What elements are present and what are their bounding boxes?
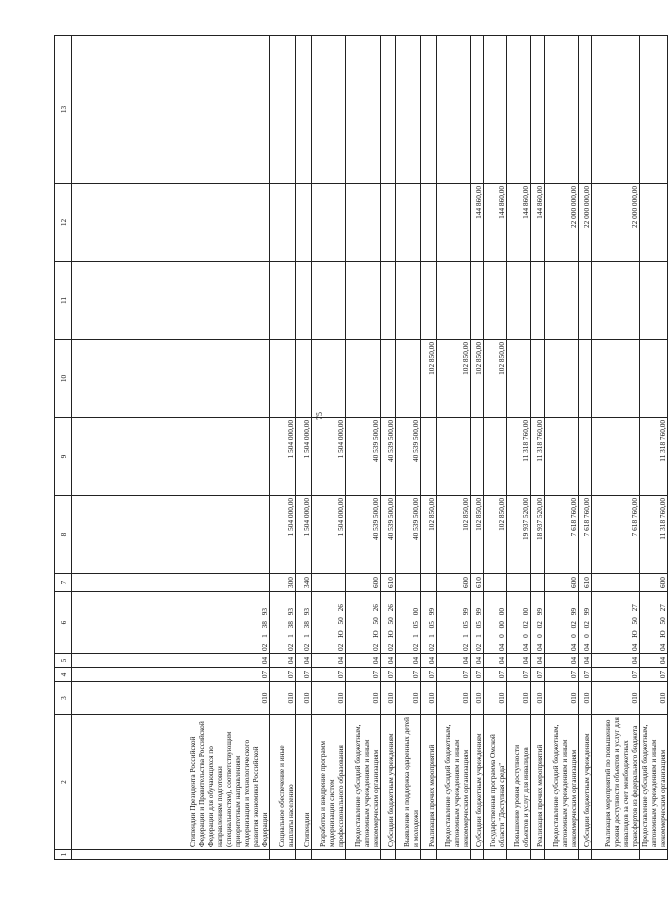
rotated-table-wrapper bbox=[54, 36, 667, 860]
table-row bbox=[72, 36, 270, 860]
row-name: Социальное обеспечение и иные выплаты населению bbox=[270, 715, 296, 850]
amount-col-9: 11 318 760,00 bbox=[531, 418, 545, 496]
row-index-cell bbox=[484, 850, 507, 860]
amount-col-9 bbox=[471, 418, 484, 496]
table-row bbox=[296, 36, 312, 860]
row-name: Предоставление субсидий бюджетным, автономным учреждениям и иным некоммерческим организациям bbox=[437, 715, 471, 850]
amount-col-11 bbox=[312, 262, 346, 340]
row-name: Предоставление субсидий бюджетным, автономным учреждениям и иным некоммерческим организациям bbox=[545, 715, 579, 850]
ministry-code: 010 bbox=[531, 682, 545, 715]
expense-type-code: 340 bbox=[296, 574, 312, 592]
table-row bbox=[484, 36, 507, 860]
amount-col-11 bbox=[531, 262, 545, 340]
expense-type-code: 610 bbox=[579, 574, 592, 592]
target-article-code: 04 Ю 50 27 bbox=[592, 592, 640, 654]
amount-col-10 bbox=[296, 340, 312, 418]
subsection-code: 04 bbox=[421, 654, 437, 668]
amount-col-11 bbox=[592, 262, 640, 340]
row-name: Предоставление субсидий бюджетным, автономным учреждениям и иным некоммерческим организациям bbox=[640, 715, 668, 850]
expense-type-code bbox=[72, 574, 270, 592]
amount-total: 40 539 500,00 bbox=[346, 496, 381, 574]
target-article-code: 02 Ю 50 26 bbox=[346, 592, 381, 654]
amount-total: 7 618 760,00 bbox=[545, 496, 579, 574]
expense-type-code bbox=[507, 574, 531, 592]
table-row bbox=[592, 36, 640, 860]
amount-col-9: 40 539 500,00 bbox=[396, 418, 421, 496]
table-body bbox=[55, 36, 668, 860]
row-name: Стипендии Президента Российской Федерации и Правительства Российской Федерации для обучающихся по направлениям подготовки (специальностям), соответствующим приоритетным направлениям модернизации и технологического развития экономики Российской Федерации bbox=[72, 715, 270, 850]
amount-col-10 bbox=[72, 340, 270, 418]
table-row bbox=[270, 36, 296, 860]
amount-col-13 bbox=[640, 36, 668, 184]
amount-col-12 bbox=[296, 184, 312, 262]
ministry-code: 010 bbox=[545, 682, 579, 715]
amount-col-11 bbox=[346, 262, 381, 340]
amount-col-10: 102 850,00 bbox=[437, 340, 471, 418]
subsection-code: 04 bbox=[545, 654, 579, 668]
amount-col-13 bbox=[421, 36, 437, 184]
section-code: 07 bbox=[381, 668, 396, 682]
row-name: Реализация прочих мероприятий bbox=[531, 715, 545, 850]
table-row bbox=[396, 36, 421, 860]
section-code: 07 bbox=[592, 668, 640, 682]
row-index-cell bbox=[396, 850, 421, 860]
subsection-code: 04 bbox=[507, 654, 531, 668]
section-code: 07 bbox=[484, 668, 507, 682]
amount-col-11 bbox=[381, 262, 396, 340]
target-article-code: 02 Ю 50 26 bbox=[381, 592, 396, 654]
amount-col-10 bbox=[312, 340, 346, 418]
target-article-code: 02 1 38 93 bbox=[270, 592, 296, 654]
amount-col-11 bbox=[296, 262, 312, 340]
ministry-code: 010 bbox=[346, 682, 381, 715]
amount-col-9 bbox=[592, 418, 640, 496]
column-header: 11 bbox=[55, 262, 72, 340]
amount-col-12: 144 860,00 bbox=[484, 184, 507, 262]
table-row bbox=[312, 36, 346, 860]
amount-col-12 bbox=[312, 184, 346, 262]
amount-col-9 bbox=[484, 418, 507, 496]
amount-col-12 bbox=[437, 184, 471, 262]
row-name: Реализация мероприятий по повышению уровня доступности объектов и услуг для инвалидов за счет межбюджетных трансфертов из федерального бюджета bbox=[592, 715, 640, 850]
target-article-code: 04 0 02 99 bbox=[545, 592, 579, 654]
row-index-cell bbox=[72, 850, 270, 860]
table-row bbox=[640, 36, 668, 860]
row-index-cell bbox=[471, 850, 484, 860]
section-code: 07 bbox=[296, 668, 312, 682]
row-name: Реализация прочих мероприятий bbox=[421, 715, 437, 850]
amount-total: 102 850,00 bbox=[471, 496, 484, 574]
amount-total: 1 504 000,00 bbox=[312, 496, 346, 574]
section-code: 07 bbox=[396, 668, 421, 682]
amount-col-13 bbox=[545, 36, 579, 184]
expense-type-code: 600 bbox=[437, 574, 471, 592]
amount-col-10 bbox=[545, 340, 579, 418]
amount-col-9: 1 504 000,00 bbox=[270, 418, 296, 496]
header-row bbox=[55, 36, 72, 860]
amount-col-13 bbox=[346, 36, 381, 184]
column-header: 9 bbox=[55, 418, 72, 496]
budget-table bbox=[54, 35, 668, 860]
amount-total: 102 850,00 bbox=[437, 496, 471, 574]
amount-col-9: 11 318 760,00 bbox=[640, 418, 668, 496]
section-code: 07 bbox=[640, 668, 668, 682]
amount-col-10 bbox=[396, 340, 421, 418]
expense-type-code bbox=[484, 574, 507, 592]
amount-col-9 bbox=[545, 418, 579, 496]
ministry-code: 010 bbox=[437, 682, 471, 715]
table-row bbox=[545, 36, 579, 860]
amount-col-10 bbox=[531, 340, 545, 418]
amount-col-12 bbox=[381, 184, 396, 262]
amount-total: 1 504 000,00 bbox=[270, 496, 296, 574]
target-article-code: 02 1 38 93 bbox=[72, 592, 270, 654]
amount-col-11 bbox=[471, 262, 484, 340]
amount-col-12: 144 860,00 bbox=[531, 184, 545, 262]
expense-type-code: 600 bbox=[640, 574, 668, 592]
amount-col-13 bbox=[72, 36, 270, 184]
amount-total: 7 618 760,00 bbox=[579, 496, 592, 574]
table-row bbox=[346, 36, 381, 860]
column-header: 3 bbox=[55, 682, 72, 715]
subsection-code: 04 bbox=[437, 654, 471, 668]
amount-col-11 bbox=[396, 262, 421, 340]
ministry-code: 010 bbox=[270, 682, 296, 715]
amount-col-11 bbox=[507, 262, 531, 340]
table-row bbox=[421, 36, 437, 860]
section-code: 07 bbox=[507, 668, 531, 682]
amount-col-13 bbox=[579, 36, 592, 184]
subsection-code: 04 bbox=[579, 654, 592, 668]
amount-col-9 bbox=[72, 418, 270, 496]
row-name: Предоставление субсидий бюджетным, автономным учреждениям и иным некоммерческим организациям bbox=[346, 715, 381, 850]
amount-total: 40 539 500,00 bbox=[396, 496, 421, 574]
column-header: 2 bbox=[55, 715, 72, 850]
amount-col-13 bbox=[484, 36, 507, 184]
target-article-code: 02 1 05 99 bbox=[437, 592, 471, 654]
amount-col-13 bbox=[592, 36, 640, 184]
amount-col-11 bbox=[421, 262, 437, 340]
row-index-cell bbox=[270, 850, 296, 860]
amount-col-12 bbox=[346, 184, 381, 262]
subsection-code: 04 bbox=[346, 654, 381, 668]
expense-type-code: 300 bbox=[270, 574, 296, 592]
row-name: Стипендии bbox=[296, 715, 312, 850]
amount-col-10 bbox=[640, 340, 668, 418]
section-code: 07 bbox=[312, 668, 346, 682]
ministry-code: 010 bbox=[579, 682, 592, 715]
amount-col-9 bbox=[437, 418, 471, 496]
target-article-code: 04 0 02 99 bbox=[531, 592, 545, 654]
amount-col-10: 102 850,00 bbox=[484, 340, 507, 418]
amount-col-11 bbox=[545, 262, 579, 340]
subsection-code: 04 bbox=[640, 654, 668, 668]
amount-col-9: 40 539 500,00 bbox=[346, 418, 381, 496]
amount-col-9: 40 539 500,00 bbox=[381, 418, 396, 496]
column-header: 13 bbox=[55, 36, 72, 184]
subsection-code: 04 bbox=[396, 654, 421, 668]
row-name: Выявление и поддержка одаренных детей и молодежи bbox=[396, 715, 421, 850]
column-header: 5 bbox=[55, 654, 72, 668]
column-header: 10 bbox=[55, 340, 72, 418]
amount-col-12 bbox=[421, 184, 437, 262]
section-code: 07 bbox=[437, 668, 471, 682]
expense-type-code bbox=[312, 574, 346, 592]
row-index-cell bbox=[531, 850, 545, 860]
row-name: Субсидии бюджетным учреждениям bbox=[381, 715, 396, 850]
ministry-code: 010 bbox=[312, 682, 346, 715]
section-code: 07 bbox=[270, 668, 296, 682]
amount-col-12: 144 860,00 bbox=[507, 184, 531, 262]
amount-col-10: 102 850,00 bbox=[421, 340, 437, 418]
amount-col-12 bbox=[640, 184, 668, 262]
row-index-cell bbox=[346, 850, 381, 860]
amount-col-13 bbox=[396, 36, 421, 184]
row-index-cell bbox=[545, 850, 579, 860]
table-row bbox=[579, 36, 592, 860]
column-header: 6 bbox=[55, 592, 72, 654]
ministry-code: 010 bbox=[396, 682, 421, 715]
amount-col-13 bbox=[381, 36, 396, 184]
amount-col-11 bbox=[579, 262, 592, 340]
subsection-code: 04 bbox=[270, 654, 296, 668]
amount-col-12: 22 000 000,00 bbox=[579, 184, 592, 262]
amount-col-10 bbox=[346, 340, 381, 418]
row-name: Государственная программа Омской области "Доступная среда" bbox=[484, 715, 507, 850]
amount-col-12: 22 000 000,00 bbox=[545, 184, 579, 262]
amount-col-11 bbox=[72, 262, 270, 340]
amount-total: 102 850,00 bbox=[421, 496, 437, 574]
amount-col-12 bbox=[270, 184, 296, 262]
target-article-code: 04 0 00 00 bbox=[484, 592, 507, 654]
amount-col-9: 11 318 760,00 bbox=[507, 418, 531, 496]
row-index-cell bbox=[579, 850, 592, 860]
ministry-code: 010 bbox=[640, 682, 668, 715]
row-name: Субсидии бюджетным учреждениям bbox=[579, 715, 592, 850]
section-code: 07 bbox=[471, 668, 484, 682]
column-header: 8 bbox=[55, 496, 72, 574]
amount-col-12: 144 860,00 bbox=[471, 184, 484, 262]
amount-col-11 bbox=[484, 262, 507, 340]
expense-type-code bbox=[592, 574, 640, 592]
ministry-code: 010 bbox=[72, 682, 270, 715]
amount-col-12 bbox=[72, 184, 270, 262]
amount-col-13 bbox=[437, 36, 471, 184]
target-article-code: 02 1 05 99 bbox=[421, 592, 437, 654]
amount-col-10 bbox=[579, 340, 592, 418]
amount-total: 19 937 520,00 bbox=[507, 496, 531, 574]
amount-col-13 bbox=[531, 36, 545, 184]
amount-col-13 bbox=[270, 36, 296, 184]
amount-col-9 bbox=[579, 418, 592, 496]
subsection-code: 04 bbox=[312, 654, 346, 668]
table-row bbox=[471, 36, 484, 860]
amount-total: 1 504 000,00 bbox=[296, 496, 312, 574]
expense-type-code: 610 bbox=[471, 574, 484, 592]
amount-total: 7 618 760,00 bbox=[592, 496, 640, 574]
target-article-code: 02 1 38 93 bbox=[296, 592, 312, 654]
section-code: 07 bbox=[531, 668, 545, 682]
column-header: 12 bbox=[55, 184, 72, 262]
expense-type-code bbox=[531, 574, 545, 592]
column-header: 4 bbox=[55, 668, 72, 682]
table-row bbox=[507, 36, 531, 860]
subsection-code: 04 bbox=[531, 654, 545, 668]
subsection-code: 04 bbox=[72, 654, 270, 668]
row-index-cell bbox=[507, 850, 531, 860]
amount-col-11 bbox=[437, 262, 471, 340]
row-index-cell bbox=[421, 850, 437, 860]
subsection-code: 04 bbox=[296, 654, 312, 668]
amount-total: 18 937 520,00 bbox=[531, 496, 545, 574]
target-article-code: 04 0 02 99 bbox=[579, 592, 592, 654]
amount-col-9: 1 504 000,00 bbox=[312, 418, 346, 496]
amount-total: 11 318 760,00 bbox=[640, 496, 668, 574]
row-name: Повышение уровня доступности объектов и услуг для инвалидов bbox=[507, 715, 531, 850]
amount-col-10 bbox=[381, 340, 396, 418]
table-row bbox=[531, 36, 545, 860]
amount-col-9: 1 504 000,00 bbox=[296, 418, 312, 496]
amount-col-11 bbox=[640, 262, 668, 340]
amount-col-11 bbox=[270, 262, 296, 340]
amount-col-13 bbox=[312, 36, 346, 184]
row-index-cell bbox=[640, 850, 668, 860]
row-index-cell bbox=[592, 850, 640, 860]
amount-col-9 bbox=[421, 418, 437, 496]
target-article-code: 04 0 02 00 bbox=[507, 592, 531, 654]
ministry-code: 010 bbox=[592, 682, 640, 715]
amount-total: 102 850,00 bbox=[484, 496, 507, 574]
expense-type-code: 600 bbox=[346, 574, 381, 592]
row-index-cell bbox=[437, 850, 471, 860]
row-index-cell bbox=[381, 850, 396, 860]
subsection-code: 04 bbox=[592, 654, 640, 668]
ministry-code: 010 bbox=[484, 682, 507, 715]
amount-col-12 bbox=[396, 184, 421, 262]
target-article-code: 04 Ю 50 27 bbox=[640, 592, 668, 654]
amount-total: 40 539 500,00 bbox=[381, 496, 396, 574]
column-header: 7 bbox=[55, 574, 72, 592]
section-code: 07 bbox=[346, 668, 381, 682]
target-article-code: 02 Ю 50 26 bbox=[312, 592, 346, 654]
amount-col-10 bbox=[507, 340, 531, 418]
row-index-cell bbox=[296, 850, 312, 860]
expense-type-code: 610 bbox=[381, 574, 396, 592]
target-article-code: 02 1 05 00 bbox=[396, 592, 421, 654]
table-row bbox=[437, 36, 471, 860]
table-row bbox=[381, 36, 396, 860]
amount-col-13 bbox=[507, 36, 531, 184]
ministry-code: 010 bbox=[507, 682, 531, 715]
amount-col-13 bbox=[296, 36, 312, 184]
amount-col-12: 22 000 000,00 bbox=[592, 184, 640, 262]
section-code: 07 bbox=[421, 668, 437, 682]
subsection-code: 04 bbox=[484, 654, 507, 668]
subsection-code: 04 bbox=[381, 654, 396, 668]
amount-col-10 bbox=[592, 340, 640, 418]
expense-type-code bbox=[396, 574, 421, 592]
subsection-code: 04 bbox=[471, 654, 484, 668]
amount-col-10: 102 850,00 bbox=[471, 340, 484, 418]
page-number: 75 bbox=[315, 412, 324, 420]
target-article-code: 02 1 05 99 bbox=[471, 592, 484, 654]
section-code: 07 bbox=[72, 668, 270, 682]
ministry-code: 010 bbox=[381, 682, 396, 715]
row-index-cell bbox=[312, 850, 346, 860]
expense-type-code bbox=[421, 574, 437, 592]
section-code: 07 bbox=[579, 668, 592, 682]
ministry-code: 010 bbox=[296, 682, 312, 715]
amount-col-10 bbox=[270, 340, 296, 418]
row-name: Субсидии бюджетным учреждениям bbox=[471, 715, 484, 850]
row-name: Разработка и внедрение программ модернизации систем профессионального образования bbox=[312, 715, 346, 850]
ministry-code: 010 bbox=[421, 682, 437, 715]
section-code: 07 bbox=[545, 668, 579, 682]
expense-type-code: 600 bbox=[545, 574, 579, 592]
amount-col-13 bbox=[471, 36, 484, 184]
amount-total bbox=[72, 496, 270, 574]
ministry-code: 010 bbox=[471, 682, 484, 715]
column-header: 1 bbox=[55, 850, 72, 860]
